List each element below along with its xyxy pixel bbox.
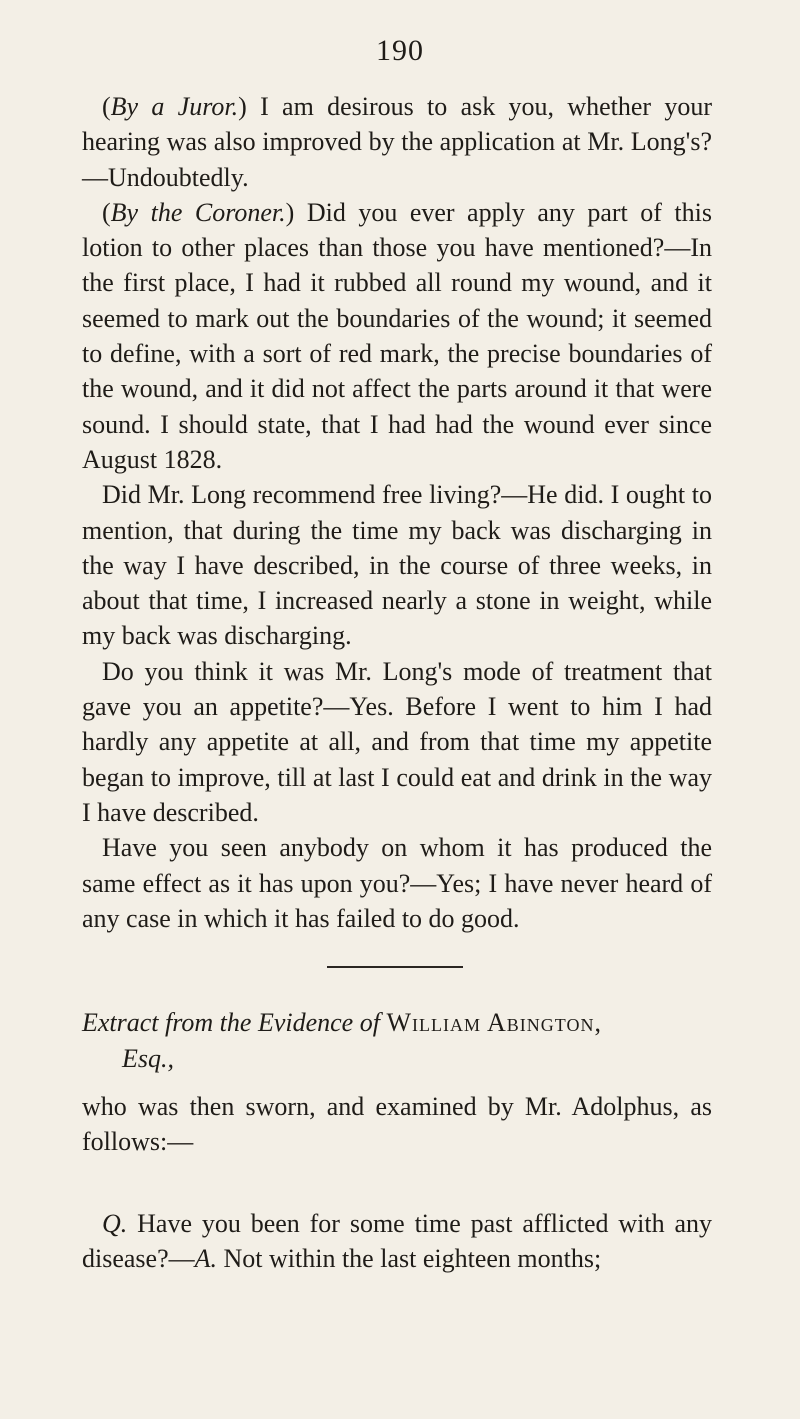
witness-name: William Abington, xyxy=(386,1008,602,1037)
question-answer-block xyxy=(82,1206,712,1277)
paragraph-appetite: Do you think it was Mr. Long's mode of treatment that gave you an appetite?—Yes. Before I went to him I had hardly any appetite at all, and from that time my appetite began to improve, till at last I could eat and drink in the way I have described. xyxy=(82,656,712,827)
paragraph-same-effect: Have you seen anybody on whom it has produced the same effect as it has upon you?—Yes; I have never heard of any case in which it has failed to do good. xyxy=(82,833,712,933)
paragraph-text: Did you ever apply any part of this lotion to other places than those you have mentioned?—In the first place, I had it rubbed all round my wound, and it seemed to mark out the boundaries of the wound; it seemed to define, with a sort of red mark, the precise boundaries of the wound, and it did not affect the parts around it that were sound. I should state, that I had had the wound ever since August 1828. xyxy=(82,197,712,474)
question-answer xyxy=(82,1206,712,1277)
paragraph-juror-question: (By a Juror.) I am desirous to ask you, whether your hearing was also improved by the application at Mr. Long's?—Undoubtedly. xyxy=(82,92,713,192)
paragraph-coroner-question: (By the Coroner.) Did you ever apply any part of this lotion to other places than those you have mentioned?—In the first place, I had it rubbed all round my wound, and it seemed to mark out the boundaries of the wound; it seemed to define, with a sort of red mark, the precise boundaries of the wound, and it did not affect the parts around it that were sound. I should state, that I had had the wound ever since August 1828. xyxy=(82,197,712,474)
testimony-block xyxy=(82,89,712,936)
speaker-coroner: By the Coroner. xyxy=(110,197,286,227)
witness-title: Esq., xyxy=(122,1044,174,1073)
section-divider xyxy=(327,966,463,968)
paragraph-free-living: Did Mr. Long recommend free living?—He did. I ought to mention, that during the time my back was discharging in the way I have described, in the course of three weeks, in about that time, I increased nearly a stone in weight, while my back was discharging. xyxy=(82,480,712,651)
question-label: Q. xyxy=(102,1209,128,1238)
page-number: 190 xyxy=(376,34,424,67)
question-text: Have you been for some time past afflicted with any disease?— xyxy=(82,1209,712,1274)
extract-heading xyxy=(82,1005,712,1077)
extract-intro: who was then sworn, and examined by Mr. Adolphus, as follows:— xyxy=(82,1092,712,1157)
paragraph-text: I am desirous to ask you, whether your hearing was also improved by the application at Mr. Long's?—Undoubtedly. xyxy=(82,92,713,192)
extract-heading-italic: Extract from the Evidence of xyxy=(82,1008,380,1037)
answer-text: Not within the last eighteen months; xyxy=(217,1244,602,1274)
speaker-juror: By a Juror. xyxy=(110,92,239,121)
answer-label: A. xyxy=(194,1244,218,1274)
extract-intro-block xyxy=(82,1089,712,1160)
